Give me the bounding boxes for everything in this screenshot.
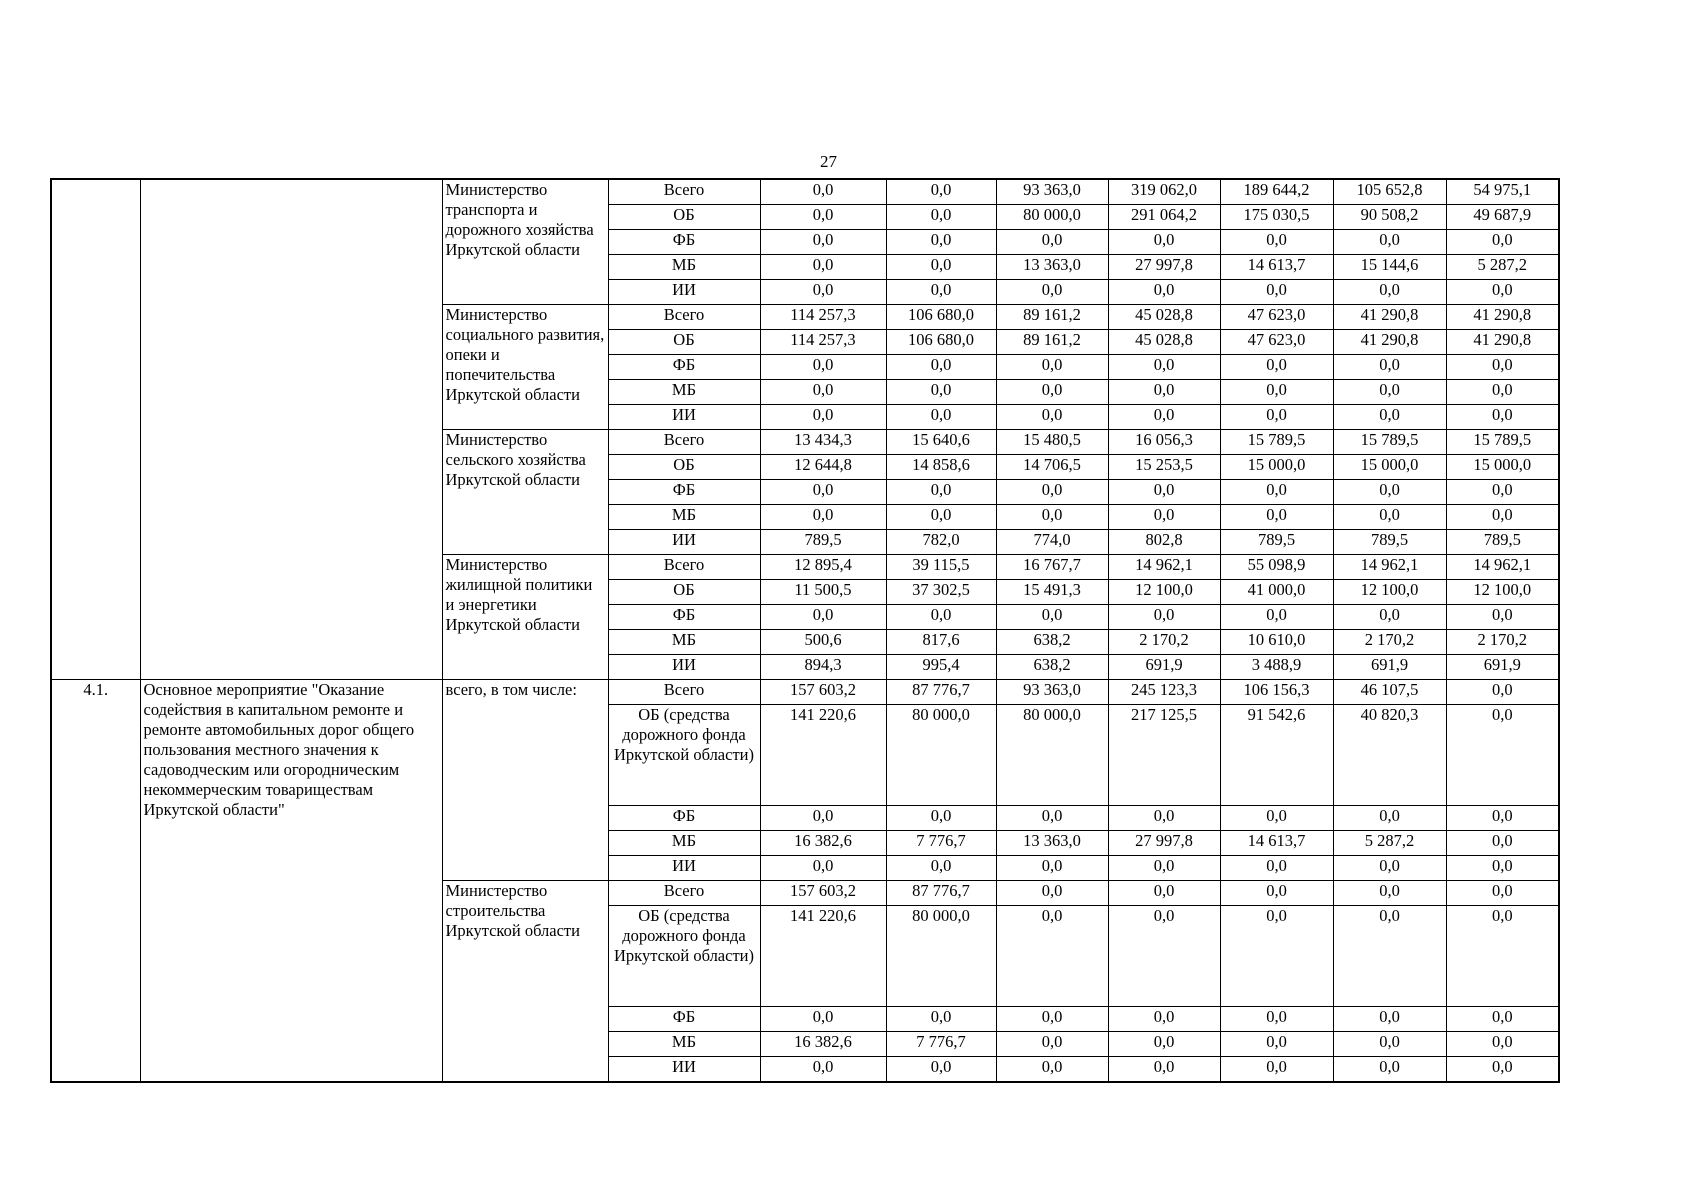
value-cell: 0,0 [1108,906,1220,1007]
value-cell: 0,0 [1333,480,1446,505]
value-cell: 27 997,8 [1108,255,1220,280]
value-cell: 0,0 [1220,355,1333,380]
value-cell: 0,0 [1108,1032,1220,1057]
funding-source-cell: МБ [608,1032,760,1057]
value-cell: 638,2 [996,655,1108,680]
value-cell: 0,0 [1333,505,1446,530]
funding-source-cell: МБ [608,380,760,405]
funding-source-cell: ОБ [608,580,760,605]
value-cell: 5 287,2 [1333,831,1446,856]
value-cell: 0,0 [1446,280,1559,305]
value-cell: 54 975,1 [1446,179,1559,205]
value-cell: 157 603,2 [760,881,886,906]
value-cell: 189 644,2 [1220,179,1333,205]
value-cell: 0,0 [1333,355,1446,380]
value-cell: 16 382,6 [760,831,886,856]
value-cell: 15 491,3 [996,580,1108,605]
value-cell: 14 613,7 [1220,831,1333,856]
value-cell: 0,0 [1446,881,1559,906]
value-cell: 500,6 [760,630,886,655]
organization-cell: Министерство социального развития, опеки и попечительства Иркутской области [442,305,608,430]
value-cell: 0,0 [1220,856,1333,881]
value-cell: 0,0 [1220,280,1333,305]
value-cell: 0,0 [1446,1032,1559,1057]
value-cell: 0,0 [760,1007,886,1032]
funding-source-cell: ФБ [608,1007,760,1032]
value-cell: 0,0 [996,1032,1108,1057]
value-cell: 0,0 [996,230,1108,255]
value-cell: 789,5 [1220,530,1333,555]
organization-cell: Министерство сельского хозяйства Иркутской области [442,430,608,555]
value-cell: 291 064,2 [1108,205,1220,230]
funding-source-cell: МБ [608,505,760,530]
value-cell: 15 640,6 [886,430,996,455]
funding-source-cell: Всего [608,555,760,580]
funding-source-cell: ИИ [608,655,760,680]
value-cell: 12 895,4 [760,555,886,580]
value-cell: 14 962,1 [1108,555,1220,580]
value-cell: 0,0 [1333,280,1446,305]
value-cell: 0,0 [1108,230,1220,255]
value-cell: 157 603,2 [760,680,886,705]
value-cell: 774,0 [996,530,1108,555]
value-cell: 0,0 [1220,405,1333,430]
value-cell: 0,0 [1108,806,1220,831]
value-cell: 7 776,7 [886,831,996,856]
value-cell: 0,0 [760,230,886,255]
funding-source-cell: Всего [608,430,760,455]
value-cell: 0,0 [1108,1057,1220,1083]
value-cell: 0,0 [1446,705,1559,806]
value-cell: 0,0 [1446,480,1559,505]
value-cell: 0,0 [996,280,1108,305]
value-cell: 0,0 [996,881,1108,906]
value-cell: 0,0 [760,505,886,530]
value-cell: 0,0 [886,230,996,255]
value-cell: 13 363,0 [996,831,1108,856]
value-cell: 0,0 [1333,806,1446,831]
value-cell: 14 962,1 [1333,555,1446,580]
value-cell: 5 287,2 [1446,255,1559,280]
value-cell: 0,0 [1446,605,1559,630]
measure-index: 4.1. [51,680,140,1083]
funding-source-cell: Всего [608,305,760,330]
value-cell: 15 000,0 [1333,455,1446,480]
value-cell: 13 363,0 [996,255,1108,280]
value-cell: 87 776,7 [886,881,996,906]
funding-source-cell: ФБ [608,806,760,831]
value-cell: 0,0 [996,355,1108,380]
value-cell: 27 997,8 [1108,831,1220,856]
value-cell: 0,0 [1446,380,1559,405]
value-cell: 114 257,3 [760,330,886,355]
value-cell: 106 680,0 [886,305,996,330]
value-cell: 55 098,9 [1220,555,1333,580]
value-cell: 894,3 [760,655,886,680]
funding-source-cell: ИИ [608,1057,760,1083]
value-cell: 10 610,0 [1220,630,1333,655]
value-cell: 817,6 [886,630,996,655]
value-cell: 0,0 [1446,505,1559,530]
value-cell: 0,0 [1446,680,1559,705]
value-cell: 0,0 [1333,380,1446,405]
value-cell: 789,5 [1333,530,1446,555]
value-cell: 0,0 [996,906,1108,1007]
value-cell: 91 542,6 [1220,705,1333,806]
value-cell: 106 680,0 [886,330,996,355]
value-cell: 0,0 [760,1057,886,1083]
value-cell: 0,0 [996,380,1108,405]
value-cell: 80 000,0 [996,205,1108,230]
value-cell: 0,0 [1333,881,1446,906]
value-cell: 0,0 [996,505,1108,530]
funding-source-cell: ИИ [608,856,760,881]
value-cell: 93 363,0 [996,179,1108,205]
value-cell: 0,0 [1446,856,1559,881]
value-cell: 691,9 [1446,655,1559,680]
organization-cell: всего, в том числе: [442,680,608,881]
organization-cell: Министерство строительства Иркутской области [442,881,608,1083]
value-cell: 0,0 [1446,1057,1559,1083]
value-cell: 0,0 [1333,1007,1446,1032]
value-cell: 789,5 [1446,530,1559,555]
value-cell: 11 500,5 [760,580,886,605]
value-cell: 39 115,5 [886,555,996,580]
value-cell: 0,0 [1108,1007,1220,1032]
value-cell: 0,0 [1220,480,1333,505]
value-cell: 40 820,3 [1333,705,1446,806]
value-cell: 0,0 [996,405,1108,430]
value-cell: 0,0 [996,1057,1108,1083]
funding-source-cell: ФБ [608,230,760,255]
value-cell: 789,5 [760,530,886,555]
value-cell: 80 000,0 [886,906,996,1007]
value-cell: 0,0 [1220,230,1333,255]
value-cell: 2 170,2 [1333,630,1446,655]
value-cell: 0,0 [1446,831,1559,856]
value-cell: 691,9 [1108,655,1220,680]
value-cell: 0,0 [1220,1007,1333,1032]
value-cell: 90 508,2 [1333,205,1446,230]
value-cell: 16 382,6 [760,1032,886,1057]
value-cell: 15 789,5 [1446,430,1559,455]
funding-source-cell: ФБ [608,480,760,505]
value-cell: 0,0 [886,205,996,230]
value-cell: 0,0 [1220,505,1333,530]
value-cell: 141 220,6 [760,906,886,1007]
value-cell: 0,0 [1108,505,1220,530]
value-cell: 782,0 [886,530,996,555]
value-cell: 0,0 [996,856,1108,881]
measure-description: Основное мероприятие "Оказание содействия в капитальном ремонте и ремонте автомобильных дорог общего пользования местного значения к садоводческим или огородническим некоммерческим товариществам Иркутской области" [140,680,442,1083]
value-cell: 45 028,8 [1108,305,1220,330]
value-cell: 0,0 [760,205,886,230]
funding-source-cell: ФБ [608,605,760,630]
page-number: 27 [820,152,837,171]
value-cell: 0,0 [886,1007,996,1032]
funding-source-cell: ОБ (средства дорожного фонда Иркутской области) [608,705,760,806]
value-cell: 0,0 [886,179,996,205]
value-cell: 0,0 [1446,806,1559,831]
funding-source-cell: ОБ [608,205,760,230]
value-cell: 0,0 [886,255,996,280]
value-cell: 0,0 [760,355,886,380]
value-cell: 12 100,0 [1333,580,1446,605]
funding-source-cell: МБ [608,255,760,280]
value-cell: 0,0 [886,380,996,405]
funding-source-cell: МБ [608,630,760,655]
value-cell: 14 858,6 [886,455,996,480]
value-cell: 0,0 [1108,856,1220,881]
organization-cell: Министерство жилищной политики и энергетики Иркутской области [442,555,608,680]
funding-source-cell: ФБ [608,355,760,380]
value-cell: 0,0 [886,856,996,881]
value-cell: 0,0 [996,806,1108,831]
value-cell: 0,0 [1220,605,1333,630]
value-cell: 0,0 [1333,1032,1446,1057]
value-cell: 41 290,8 [1446,330,1559,355]
value-cell: 0,0 [1108,380,1220,405]
value-cell: 15 253,5 [1108,455,1220,480]
value-cell: 0,0 [760,255,886,280]
value-cell: 14 706,5 [996,455,1108,480]
value-cell: 0,0 [1333,856,1446,881]
funding-source-cell: ОБ [608,330,760,355]
value-cell: 2 170,2 [1446,630,1559,655]
value-cell: 0,0 [1333,230,1446,255]
value-cell: 0,0 [1446,405,1559,430]
funding-source-cell: Всего [608,881,760,906]
value-cell: 13 434,3 [760,430,886,455]
value-cell: 2 170,2 [1108,630,1220,655]
value-cell: 14 613,7 [1220,255,1333,280]
value-cell: 80 000,0 [996,705,1108,806]
value-cell: 0,0 [1220,806,1333,831]
funding-source-cell: МБ [608,831,760,856]
value-cell: 49 687,9 [1446,205,1559,230]
value-cell: 0,0 [1220,1057,1333,1083]
value-cell: 0,0 [1333,906,1446,1007]
value-cell: 0,0 [996,1007,1108,1032]
value-cell: 114 257,3 [760,305,886,330]
organization-cell: Министерство транспорта и дорожного хозяйства Иркутской области [442,179,608,305]
value-cell: 0,0 [1108,881,1220,906]
value-cell: 0,0 [996,605,1108,630]
value-cell: 691,9 [1333,655,1446,680]
funding-source-cell: Всего [608,680,760,705]
value-cell: 41 290,8 [1333,330,1446,355]
value-cell: 0,0 [760,856,886,881]
value-cell: 0,0 [760,405,886,430]
value-cell: 0,0 [760,280,886,305]
value-cell: 175 030,5 [1220,205,1333,230]
value-cell: 0,0 [1333,405,1446,430]
value-cell: 15 789,5 [1220,430,1333,455]
value-cell: 3 488,9 [1220,655,1333,680]
value-cell: 638,2 [996,630,1108,655]
value-cell: 12 100,0 [1446,580,1559,605]
value-cell: 80 000,0 [886,705,996,806]
value-cell: 0,0 [1333,1057,1446,1083]
funding-source-cell: ОБ [608,455,760,480]
value-cell: 0,0 [886,1057,996,1083]
value-cell: 0,0 [1446,906,1559,1007]
value-cell: 0,0 [886,480,996,505]
funding-source-cell: ИИ [608,280,760,305]
budget-table-body [51,179,1559,1082]
value-cell: 12 644,8 [760,455,886,480]
value-cell: 0,0 [996,480,1108,505]
value-cell: 0,0 [886,280,996,305]
description-cell [140,179,442,680]
value-cell: 45 028,8 [1108,330,1220,355]
value-cell: 0,0 [760,806,886,831]
value-cell: 41 290,8 [1446,305,1559,330]
value-cell: 15 789,5 [1333,430,1446,455]
index-cell [51,179,140,680]
value-cell: 0,0 [1220,1032,1333,1057]
value-cell: 0,0 [886,405,996,430]
value-cell: 319 062,0 [1108,179,1220,205]
value-cell: 0,0 [1333,605,1446,630]
funding-source-cell: ИИ [608,405,760,430]
value-cell: 89 161,2 [996,330,1108,355]
value-cell: 15 000,0 [1446,455,1559,480]
value-cell: 0,0 [1446,230,1559,255]
value-cell: 0,0 [886,505,996,530]
value-cell: 0,0 [1108,480,1220,505]
value-cell: 0,0 [760,179,886,205]
value-cell: 0,0 [760,480,886,505]
value-cell: 106 156,3 [1220,680,1333,705]
value-cell: 0,0 [1108,355,1220,380]
value-cell: 0,0 [1220,906,1333,1007]
funding-source-cell: ИИ [608,530,760,555]
value-cell: 15 000,0 [1220,455,1333,480]
value-cell: 0,0 [1446,1007,1559,1032]
value-cell: 14 962,1 [1446,555,1559,580]
value-cell: 16 767,7 [996,555,1108,580]
value-cell: 217 125,5 [1108,705,1220,806]
budget-table [50,178,1560,1083]
value-cell: 12 100,0 [1108,580,1220,605]
value-cell: 0,0 [1108,405,1220,430]
value-cell: 47 623,0 [1220,330,1333,355]
value-cell: 93 363,0 [996,680,1108,705]
value-cell: 16 056,3 [1108,430,1220,455]
value-cell: 41 000,0 [1220,580,1333,605]
table-row [51,680,1559,705]
value-cell: 37 302,5 [886,580,996,605]
value-cell: 245 123,3 [1108,680,1220,705]
value-cell: 0,0 [1220,881,1333,906]
funding-source-cell: ОБ (средства дорожного фонда Иркутской области) [608,906,760,1007]
value-cell: 0,0 [760,605,886,630]
value-cell: 7 776,7 [886,1032,996,1057]
table-row [51,179,1559,205]
value-cell: 89 161,2 [996,305,1108,330]
value-cell: 47 623,0 [1220,305,1333,330]
value-cell: 0,0 [1108,605,1220,630]
value-cell: 0,0 [760,380,886,405]
value-cell: 46 107,5 [1333,680,1446,705]
value-cell: 15 144,6 [1333,255,1446,280]
value-cell: 87 776,7 [886,680,996,705]
value-cell: 0,0 [1220,380,1333,405]
value-cell: 995,4 [886,655,996,680]
value-cell: 0,0 [886,355,996,380]
value-cell: 0,0 [886,605,996,630]
value-cell: 0,0 [886,806,996,831]
value-cell: 15 480,5 [996,430,1108,455]
funding-source-cell: Всего [608,179,760,205]
value-cell: 0,0 [1108,280,1220,305]
value-cell: 41 290,8 [1333,305,1446,330]
value-cell: 141 220,6 [760,705,886,806]
value-cell: 105 652,8 [1333,179,1446,205]
value-cell: 0,0 [1446,355,1559,380]
value-cell: 802,8 [1108,530,1220,555]
